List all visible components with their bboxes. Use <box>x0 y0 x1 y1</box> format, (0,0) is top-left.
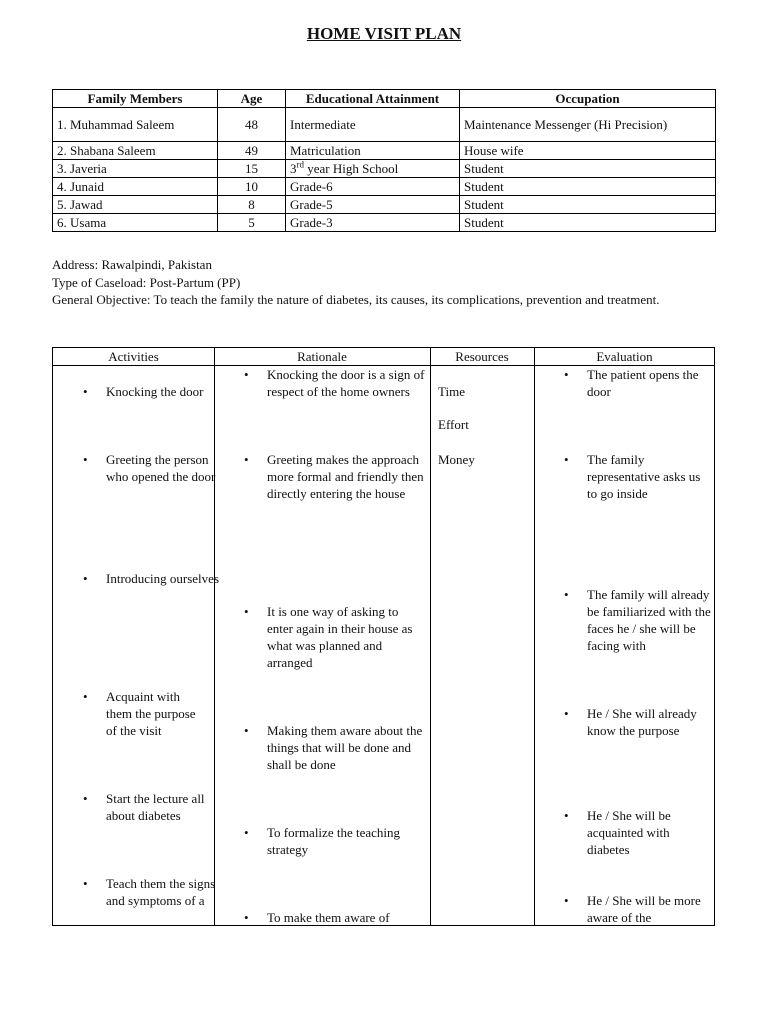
member-name: 4. Junaid <box>53 178 218 196</box>
member-occupation: House wife <box>460 142 716 160</box>
member-age: 5 <box>218 214 286 232</box>
bullet-icon: • <box>564 893 569 908</box>
evaluation-item: • He / She will already know the purpose <box>564 706 697 738</box>
member-education: Intermediate <box>286 108 460 142</box>
member-age: 10 <box>218 178 286 196</box>
bullet-icon: • <box>564 808 569 823</box>
member-occupation: Student <box>460 214 716 232</box>
rationale-item: • Making them aware about the things that will be done and shall be done <box>244 723 423 772</box>
activity-item: • Teach them the signs and symptoms of a <box>83 876 216 908</box>
family-table-header-row <box>53 90 716 108</box>
activity-item: • Acquaint with them the purpose of the visit <box>83 689 196 738</box>
page-title: HOME VISIT PLAN <box>306 24 462 43</box>
bullet-icon: • <box>244 367 249 382</box>
member-occupation: Student <box>460 160 716 178</box>
member-age: 48 <box>218 108 286 142</box>
evaluation-item: • He / She will be more aware of the <box>564 893 701 925</box>
member-occupation: Student <box>460 196 716 214</box>
column-divider <box>430 348 431 925</box>
evaluation-item: • The family representative asks us to go inside <box>564 452 701 501</box>
evaluation-item: • He / She will be acquainted with diabetes <box>564 808 671 857</box>
bullet-icon: • <box>83 876 88 891</box>
table-row <box>53 196 716 214</box>
activity-item: • Introducing ourselves <box>83 571 220 586</box>
address-line: Address: Rawalpindi, Pakistan <box>52 257 212 272</box>
member-name: 6. Usama <box>53 214 218 232</box>
member-age: 49 <box>218 142 286 160</box>
bullet-icon: • <box>244 910 249 925</box>
member-education: Grade-3 <box>286 214 460 232</box>
resource-effort: Effort <box>438 417 469 432</box>
rationale-item: • It is one way of asking to enter again in their house as what was planned and arranged <box>244 604 413 670</box>
education-ordinal-suffix: rd <box>296 159 304 170</box>
activity-item: • Greeting the person who opened the door <box>83 452 216 484</box>
member-education: Matriculation <box>286 142 460 160</box>
rationale-item: • Knocking the door is a sign of respect of the home owners <box>244 367 425 399</box>
member-education <box>286 160 460 178</box>
plan-table-header-row <box>53 348 714 366</box>
caseload-line: Type of Caseload: Post-Partum (PP) <box>52 274 241 290</box>
bullet-icon: • <box>83 791 88 806</box>
resource-money: Money <box>438 452 475 467</box>
column-divider <box>534 348 535 925</box>
member-occupation: Maintenance Messenger (Hi Precision) <box>460 108 716 142</box>
member-education: Grade-5 <box>286 196 460 214</box>
bullet-icon: • <box>564 706 569 721</box>
header-occupation: Occupation <box>460 90 716 108</box>
member-education: Grade-6 <box>286 178 460 196</box>
table-row <box>53 160 716 178</box>
member-name: 2. Shabana Saleem <box>53 142 218 160</box>
resource-time: Time <box>438 384 465 399</box>
bullet-icon: • <box>244 825 249 840</box>
bullet-icon: • <box>83 384 88 399</box>
activity-item: • Start the lecture all about diabetes <box>83 791 205 823</box>
rationale-item: • Greeting makes the approach more formal and friendly then directly entering the house <box>244 452 424 501</box>
member-name: 1. Muhammad Saleem <box>53 108 218 142</box>
column-divider <box>214 348 215 925</box>
header-rationale: Rationale <box>297 349 347 364</box>
bullet-icon: • <box>83 571 88 586</box>
member-age: 15 <box>218 160 286 178</box>
member-occupation: Student <box>460 178 716 196</box>
header-evaluation: Evaluation <box>596 349 653 364</box>
member-age: 8 <box>218 196 286 214</box>
education-rest: year High School <box>304 160 399 176</box>
table-row <box>53 178 716 196</box>
bullet-icon: • <box>564 452 569 467</box>
bullet-icon: • <box>564 587 569 602</box>
header-resources: Resources <box>455 349 509 364</box>
home-visit-plan-table <box>52 347 715 926</box>
education-ordinal: 3 <box>290 160 297 176</box>
rationale-item: • To make them aware of <box>244 910 390 925</box>
evaluation-item: • The patient opens the door <box>564 367 699 399</box>
table-row <box>53 214 716 232</box>
evaluation-item: • The family will already be familiarized with the faces he / she will be facing with <box>564 587 711 653</box>
bullet-icon: • <box>244 452 249 467</box>
header-family-members: Family Members <box>53 90 218 108</box>
header-activities: Activities <box>108 349 159 364</box>
table-row <box>53 142 716 160</box>
bullet-icon: • <box>244 723 249 738</box>
visit-info <box>52 256 692 309</box>
member-name: 5. Jawad <box>53 196 218 214</box>
family-members-table <box>52 89 716 232</box>
bullet-icon: • <box>244 604 249 619</box>
bullet-icon: • <box>83 452 88 467</box>
general-objective: General Objective: To teach the family the nature of diabetes, its causes, its complications, prevention and treatment. <box>52 292 660 307</box>
rationale-item: • To formalize the teaching strategy <box>244 825 401 857</box>
header-age: Age <box>218 90 286 108</box>
bullet-icon: • <box>564 367 569 382</box>
activity-item: • Knocking the door <box>83 384 204 399</box>
table-row <box>53 108 716 142</box>
header-educational-attainment: Educational Attainment <box>286 90 460 108</box>
member-name: 3. Javeria <box>53 160 218 178</box>
bullet-icon: • <box>83 689 88 704</box>
